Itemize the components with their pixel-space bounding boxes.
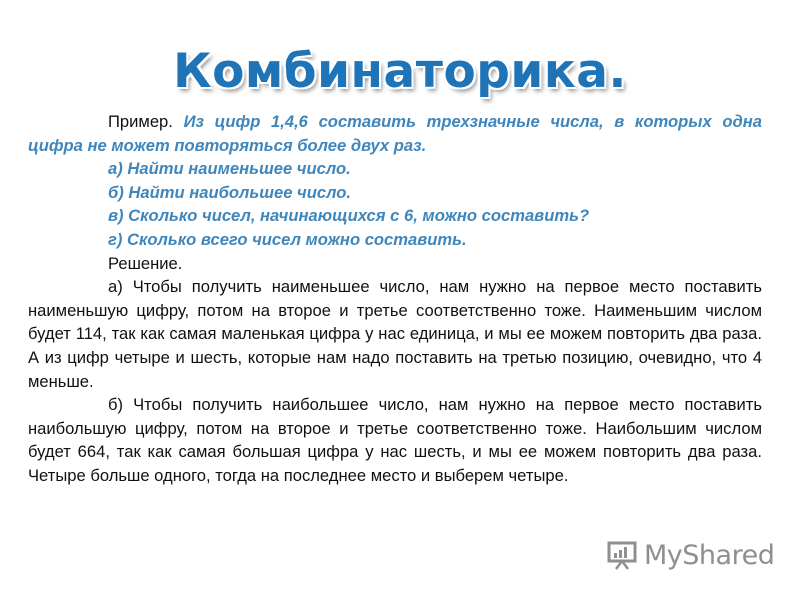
watermark-text: MyShared: [644, 539, 775, 571]
example-label: Пример.: [108, 112, 173, 131]
task-item-c: в) Сколько чисел, начинающихся с 6, можно составить?: [108, 206, 590, 226]
presentation-board-icon: [606, 539, 638, 571]
task-item-a: а) Найти наименьшее число.: [108, 159, 351, 179]
slide-content: [28, 110, 762, 488]
task-item-d: г) Сколько всего чисел можно составить.: [108, 229, 467, 249]
solution-heading: Решение.: [108, 253, 183, 273]
solution-paragraph-b: б) Чтобы получить наибольшее число, нам нужно на первое место поставить наибольшую цифру, потом на второе и третье соответственно тоже. Наибольшим числом будет 664, так как самая большая цифра у нас шесть, и мы ее можем повторить два раза. Четыре больше одного, тогда на последнее место и выберем четыре.: [28, 395, 762, 485]
task-item-b: б) Найти наибольшее число.: [108, 182, 351, 202]
slide-title: Комбинаторика.: [173, 44, 627, 99]
example-paragraph: [28, 110, 762, 157]
solution-paragraph-a: а) Чтобы получить наименьшее число, нам нужно на первое место поставить наименьшую цифру, потом на второе и третье соответственно тоже. Наименьшим числом будет 114, так как самая маленькая цифра у нас единица, и мы ее можем повторить два раза. А из цифр четыре и шесть, которые нам надо поставить на третью позицию, очевидно, что 4 меньше.: [28, 277, 762, 391]
watermark: [606, 535, 774, 575]
example-statement: Из цифр 1,4,6 составить трехзначные числа, в которых одна цифра не может повторяться более двух раз.: [28, 112, 762, 155]
